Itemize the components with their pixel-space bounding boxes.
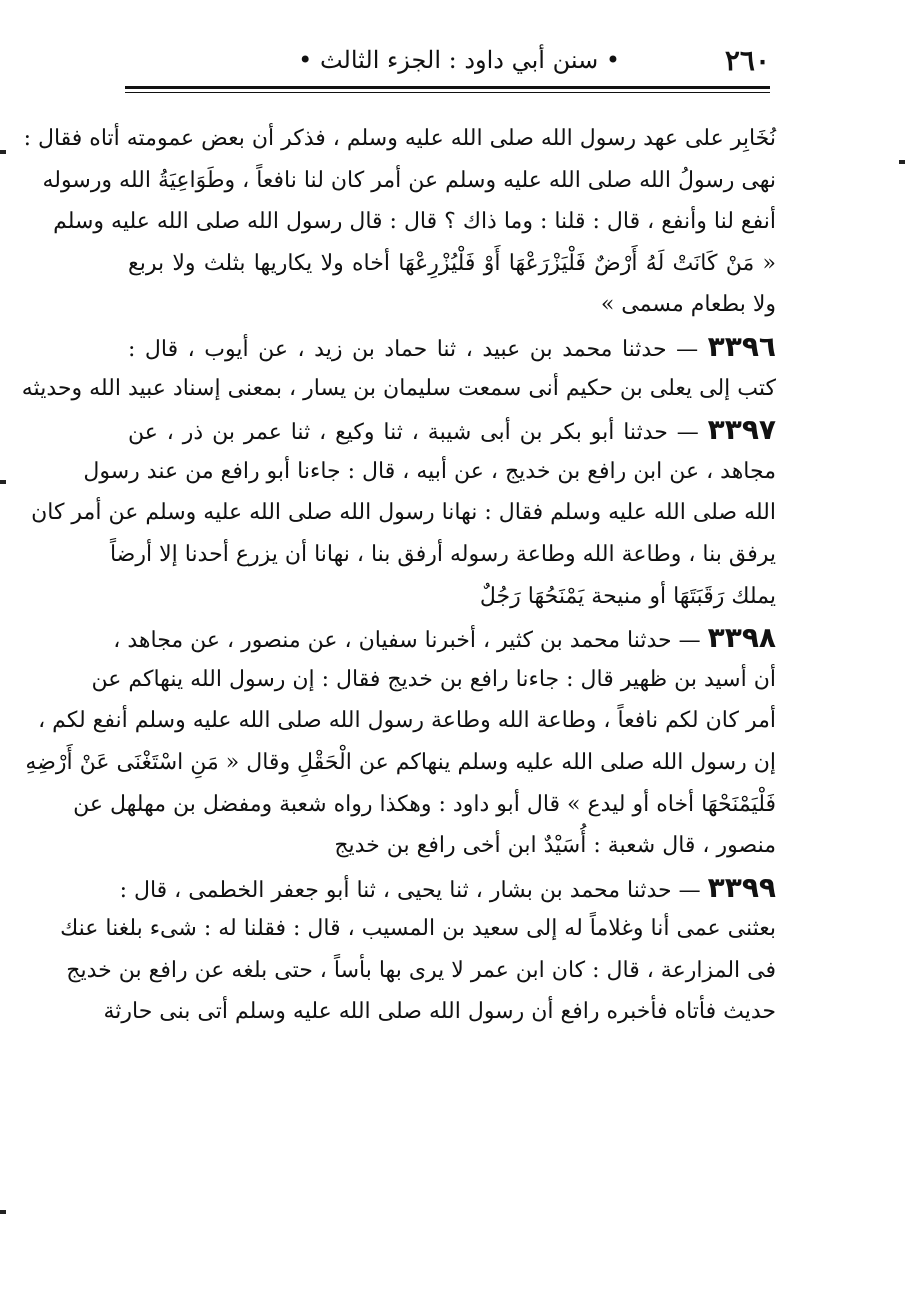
text-line: كتب إلى يعلى بن حكيم أنى سمعت سليمان بن يسار ، بمعنى إسناد عبيد الله وحديثه (21, 375, 776, 401)
hadith-number: ٣٣٩٦ (707, 329, 776, 363)
text-line: فى المزارعة ، قال : كان ابن عمر لا يرى بها بأساً ، حتى بلغه عن رافع بن خديج (66, 957, 776, 983)
scan-margin-mark (0, 150, 6, 154)
hadith-first-line (128, 409, 776, 451)
text-line: نُخَابِر على عهد رسول الله صلى الله عليه وسلم ، فذكر أن بعض عمومته أتاه فقال : (23, 126, 776, 151)
page-body (21, 118, 776, 1033)
hadith-text: — حدثنا محمد بن بشار ، ثنا يحيى ، ثنا أبو جعفر الخطمى ، قال : (119, 877, 701, 903)
hadith-text: — حدثنا أبو بكر بن أبى شيبة ، ثنا وكيع ، ثنا عمر بن ذر ، عن (128, 420, 699, 446)
text-line: أمر كان لكم نافعاً ، وطاعة الله وطاعة رسول الله صلى الله عليه وسلم أنفع لكم ، (38, 708, 776, 734)
text-line: نهى رسولُ الله صلى الله عليه وسلم عن أمر كان لنا نافعاً ، وطَوَاعِيَةُ الله ورسوله (42, 167, 776, 193)
text-line: يملك رَقَبَتَهَا أو منيحة يَمْنَحُهَا رَجُلٌ (479, 583, 776, 609)
header-rule (125, 86, 770, 89)
hadith-first-line (128, 326, 776, 368)
scan-margin-mark (0, 1210, 6, 1214)
running-title: • سنن أبي داود : الجزء الثالث • (298, 46, 620, 74)
text-line: يرفق بنا ، وطاعة الله وطاعة رسوله أرفق بنا ، نهانا أن يزرع أحدنا إلا أرضاً (109, 541, 776, 567)
page-header (130, 40, 770, 80)
text-line: أن أسيد بن ظهير قال : جاءنا رافع بن خديج فقال : إن رسول الله ينهاكم عن (91, 666, 776, 692)
text-line: فَلْيَمْنَحْهَا أخاه أو ليدع » قال أبو داود : وهكذا رواه شعبة ومفضل بن مهلهل عن (73, 791, 776, 817)
hadith-text: — حدثنا محمد بن عبيد ، ثنا حماد بن زيد ، عن أيوب ، قال : (128, 336, 699, 362)
text-line: أنفع لنا وأنفع ، قال : قلنا : وما ذاك ؟ قال : قال رسول الله صلى الله عليه وسلم (53, 209, 776, 235)
text-line: مجاهد ، عن ابن رافع بن خديج ، عن أبيه ، قال : جاءنا أبو رافع من عند رسول (83, 458, 776, 484)
hadith-number: ٣٣٩٧ (707, 413, 776, 447)
text-line: « مَنْ كَانَتْ لَهُ أَرْضٌ فَلْيَزْرَعْهَا أَوْ فَلْيُزْرِعْهَا أخاه ولا يكاريها بثلث ولا بربع (128, 250, 776, 276)
hadith-first-line (119, 867, 776, 909)
text-line: حديث فأتاه فأخبره رافع أن رسول الله صلى الله عليه وسلم أتى بنى حارثة (103, 999, 776, 1025)
hadith-number: ٣٣٩٨ (707, 621, 776, 655)
hadith-first-line (113, 617, 776, 659)
scan-margin-mark (899, 160, 905, 164)
page-number: ٢٦٠ (724, 43, 770, 77)
text-line: منصور ، قال شعبة : أُسَيْدٌ ابن أخى رافع بن خديج (334, 833, 776, 859)
hadith-text: — حدثنا محمد بن كثير ، أخبرنا سفيان ، عن منصور ، عن مجاهد ، (113, 628, 701, 654)
text-line: بعثنى عمى أنا وغلاماً له إلى سعيد بن المسيب ، قال : فقلنا له : شىء بلغنا عنك (60, 916, 776, 942)
header-rule-thin (125, 92, 770, 93)
text-line: إن رسول الله صلى الله عليه وسلم ينهاكم عن الْحَقْلِ وقال « مَنِ اسْتَغْنَى عَنْ أَرْضِهِ (25, 749, 776, 775)
text-line: ولا بطعام مسمى » (600, 292, 776, 318)
hadith-number: ٣٣٩٩ (707, 870, 776, 904)
text-line: الله صلى الله عليه وسلم فقال : نهانا رسول الله صلى الله عليه وسلم عن أمر كان (31, 500, 776, 526)
scan-margin-mark (0, 480, 6, 484)
